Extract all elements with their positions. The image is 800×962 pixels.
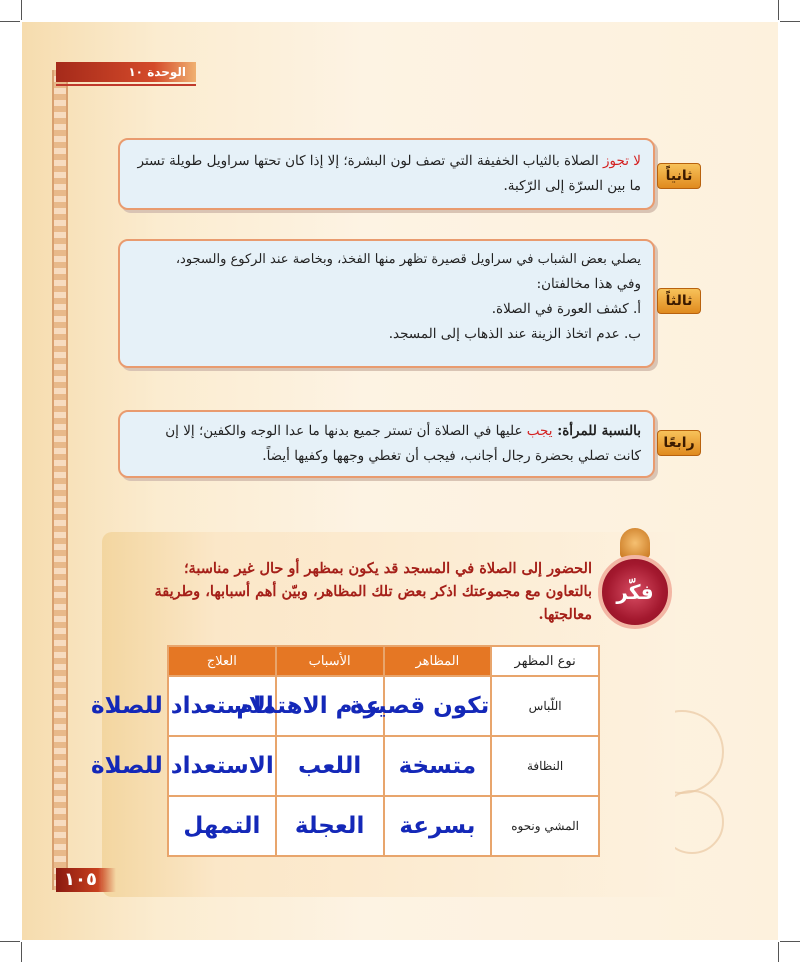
table-row [168,676,599,736]
row-header: المشي ونحوه [491,796,599,856]
ornamental-border [52,70,68,890]
table-row [168,736,599,796]
list-item: ب. عدم اتخاذ الزينة عند الذهاب إلى المسجد. [388,326,641,342]
unit-title: الوحدة ١٠ [56,62,196,82]
section-text: الصلاة بالثياب الخفيفة التي تصف لون البشرة؛ إلا إذا كان تحتها سراويل طويلة تستر ما بين السرّة إلى الرّكبة. [137,153,641,194]
table-cell: متسخة [384,736,492,796]
column-header: العلاج [168,646,276,676]
crop-mark [0,21,20,22]
section-lead: بالنسبة للمرأة: [552,423,641,439]
activity-table [91,645,600,857]
crop-mark [778,942,779,962]
table-cell: التمهل [168,796,276,856]
think-badge: فكّر [598,555,672,629]
table-cell: تكون قصيرة [384,676,492,736]
table-cell: بسرعة [384,796,492,856]
crop-mark [21,0,22,20]
section-second-box [118,138,655,210]
table-row [168,796,599,856]
table-header-row [168,646,599,676]
column-header: نوع المظهر [491,646,599,676]
table-cell: الاستعداد للصلاة [168,676,276,736]
crop-mark [780,21,800,22]
section-third-box [118,239,655,368]
column-header: المظاهر [384,646,492,676]
table-cell: اللعب [276,736,384,796]
page-number: ١٠٥ [56,868,116,892]
row-header: النظافة [491,736,599,796]
row-header: اللّباس [491,676,599,736]
crop-mark [780,941,800,942]
section-fourth-box [118,410,655,478]
badge-ornament [620,528,650,558]
list-item: أ. كشف العورة في الصلاة. [491,301,641,317]
unit-title-underline [56,84,196,86]
section-fourth-tab: رابعًا [657,430,701,456]
section-text: وفي هذا مخالفتان: [536,276,641,292]
section-third-tab: ثالثاً [657,288,701,314]
section-text: يصلي بعض الشباب في سراويل قصيرة تظهر منها الفخذ، وبخاصة عند الركوع والسجود، [175,252,641,267]
crop-mark [778,0,779,20]
section-text: عليها في الصلاة أن تستر جميع بدنها ما عدا الوجه والكفين؛ إلا إن كانت تصلي بحضرة رجال أجانب، فيجب أن تغطي وجهها وكفيها أيضاً. [165,423,641,464]
highlight-text: يجب [526,423,553,439]
table-cell: عدم الاهتمام [276,676,384,736]
table-cell: العجلة [276,796,384,856]
highlight-text: لا تجوز [603,153,641,169]
section-second-tab: ثانياً [657,163,701,189]
activity-instructions: الحضور إلى الصلاة في المسجد قد يكون بمظهر أو حال غير مناسبة؛ بالتعاون مع مجموعتك اذكر بعض تلك المظاهر، وبيّن أهم أسبابها، وطريقة معالجتها. [154,560,592,623]
table-cell: الاستعداد للصلاة [168,736,276,796]
crop-mark [0,941,20,942]
crop-mark [21,942,22,962]
column-header: الأسباب [276,646,384,676]
